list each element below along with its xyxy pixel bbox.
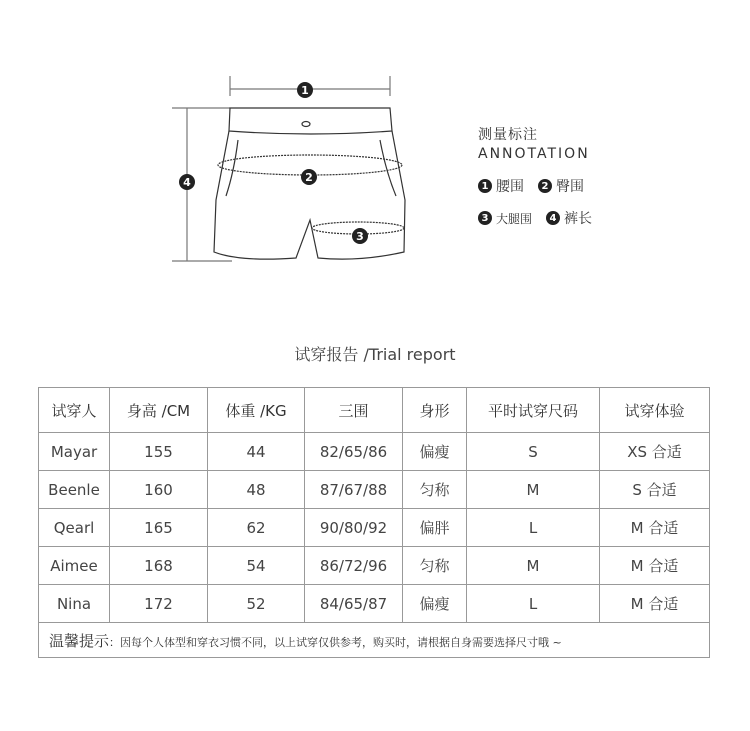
number-badge-icon: 4: [546, 211, 560, 225]
cell-name: Qearl: [39, 509, 110, 547]
legend-label: 大腿围: [496, 211, 533, 226]
table-row: [39, 471, 710, 509]
legend-item-waist: [478, 176, 524, 196]
cell-weight: 62: [208, 509, 305, 547]
column-header: 身形: [403, 388, 467, 433]
legend-title-en: ANNOTATION: [478, 146, 590, 162]
legend-label: 臀围: [556, 179, 584, 195]
cell-body-type: 匀称: [403, 547, 467, 585]
table-row: [39, 433, 710, 471]
cell-measurements: 82/65/86: [305, 433, 403, 471]
marker-1-waist: [297, 82, 313, 98]
tip-label: 温馨提示: [49, 631, 110, 650]
cell-usual-size: L: [467, 509, 600, 547]
cell-measurements: 86/72/96: [305, 547, 403, 585]
trial-report-table: [38, 387, 710, 658]
table-row: [39, 585, 710, 623]
legend-row: [478, 176, 718, 196]
number-badge-icon: 2: [538, 179, 552, 193]
cell-weight: 54: [208, 547, 305, 585]
cell-weight: 44: [208, 433, 305, 471]
marker-2-hip: [301, 169, 317, 185]
cell-body-type: 匀称: [403, 471, 467, 509]
cell-fit-result: XS 合适: [600, 433, 710, 471]
cell-usual-size: L: [467, 585, 600, 623]
table-header-row: [39, 388, 710, 433]
legend-label: 腰围: [496, 179, 524, 195]
table-row: [39, 547, 710, 585]
cell-usual-size: S: [467, 433, 600, 471]
cell-measurements: 87/67/88: [305, 471, 403, 509]
number-badge-icon: 1: [478, 179, 492, 193]
cell-body-type: 偏瘦: [403, 433, 467, 471]
column-header: 平时试穿尺码: [467, 388, 600, 433]
annotation-legend: [478, 124, 718, 228]
number-badge-icon: 3: [478, 211, 492, 225]
cell-height: 160: [110, 471, 208, 509]
cell-name: Nina: [39, 585, 110, 623]
column-header: 三围: [305, 388, 403, 433]
cell-height: 172: [110, 585, 208, 623]
cell-body-type: 偏瘦: [403, 585, 467, 623]
column-header: 试穿体验: [600, 388, 710, 433]
column-header: 体重 /KG: [208, 388, 305, 433]
legend-item-hip: [538, 176, 584, 196]
cell-height: 168: [110, 547, 208, 585]
legend-item-thigh: [478, 210, 532, 227]
cell-measurements: 84/65/87: [305, 585, 403, 623]
legend-label: 裤长: [564, 211, 593, 227]
marker-4-length: [179, 174, 195, 190]
svg-text:1: 1: [301, 84, 309, 97]
marker-3-thigh: [352, 228, 368, 244]
tip-row: [39, 623, 710, 658]
legend-title-cn: 测量标注: [478, 127, 538, 143]
cell-body-type: 偏胖: [403, 509, 467, 547]
tip-text: ：因每个人体型和穿衣习惯不同，以上试穿仅供参考，购买时，请根据自身需要选择尺寸哦 ~: [109, 635, 562, 649]
cell-name: Aimee: [39, 547, 110, 585]
cell-height: 155: [110, 433, 208, 471]
svg-text:4: 4: [183, 176, 191, 189]
cell-usual-size: M: [467, 471, 600, 509]
svg-text:3: 3: [356, 230, 364, 243]
cell-height: 165: [110, 509, 208, 547]
cell-usual-size: M: [467, 547, 600, 585]
cell-name: Beenle: [39, 471, 110, 509]
svg-text:2: 2: [305, 171, 313, 184]
table-row: [39, 509, 710, 547]
cell-fit-result: M 合适: [600, 585, 710, 623]
cell-measurements: 90/80/92: [305, 509, 403, 547]
tip-cell: [39, 623, 710, 658]
legend-row: [478, 208, 718, 228]
cell-weight: 52: [208, 585, 305, 623]
column-header: 试穿人: [39, 388, 110, 433]
cell-name: Mayar: [39, 433, 110, 471]
legend-item-length: [546, 208, 592, 228]
cell-fit-result: M 合适: [600, 509, 710, 547]
cell-fit-result: M 合适: [600, 547, 710, 585]
column-header: 身高 /CM: [110, 388, 208, 433]
cell-fit-result: S 合适: [600, 471, 710, 509]
cell-weight: 48: [208, 471, 305, 509]
report-title: 试穿报告 /Trial report: [294, 345, 456, 364]
